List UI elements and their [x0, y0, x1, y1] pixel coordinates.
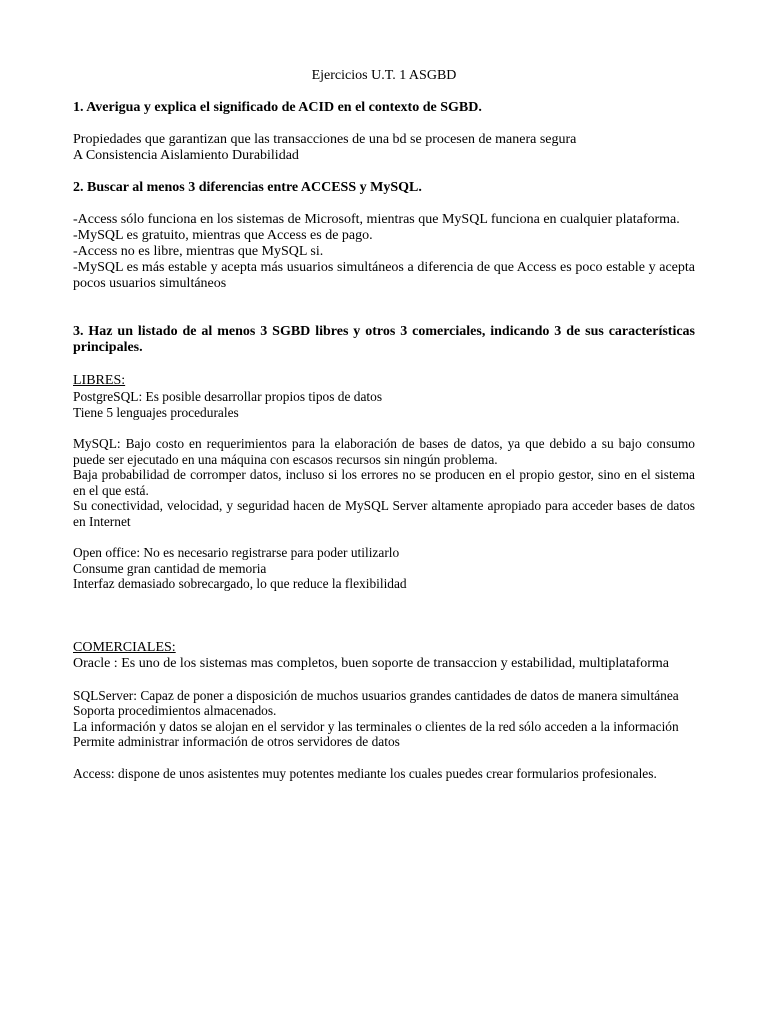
document-page	[73, 68, 695, 781]
openoffice-line: Open office: No es necesario registrarse para poder utilizarlo	[73, 545, 400, 560]
answer-1	[73, 132, 695, 164]
answer-2-line: -MySQL es gratuito, mientras que Access es de pago.	[73, 228, 373, 243]
answer-2-line: -Access sólo funciona en los sistemas de Microsoft, mientras que MySQL funciona en cualquier plataforma.	[73, 212, 680, 227]
libres-section	[73, 372, 695, 592]
mysql-line: MySQL: Bajo costo en requerimientos para la elaboración de bases de datos, ya que debido a su bajo consumo puede ser ejecutado en una máquina con escasos recursos sin ningún problema.	[73, 436, 695, 467]
answer-2-line: -MySQL es más estable y acepta más usuarios simultáneos a diferencia de que Access es poco estable y acepta pocos usuarios simultáneos	[73, 260, 695, 291]
postgresql-line: Tiene 5 lenguajes procedurales	[73, 404, 239, 420]
question-3: 3. Haz un listado de al menos 3 SGBD libres y otros 3 comerciales, indicando 3 de sus características principales.	[73, 324, 695, 355]
sqlserver-block	[73, 688, 695, 750]
access-line: Access: dispone de unos asistentes muy potentes mediante los cuales puedes crear formularios profesionales.	[73, 765, 657, 781]
libres-heading: LIBRES:	[73, 373, 126, 388]
postgresql-block	[73, 389, 695, 420]
openoffice-line: Interfaz demasiado sobrecargado, lo que reduce la flexibilidad	[73, 576, 407, 591]
document-title: Ejercicios U.T. 1 ASGBD	[311, 68, 457, 83]
sqlserver-line: SQLServer: Capaz de poner a disposición de muchos usuarios grandes cantidades de datos de manera simultánea	[73, 687, 679, 703]
answer-1-line: A Consistencia Aislamiento Durabilidad	[73, 148, 299, 163]
answer-2-line: -Access no es libre, mientras que MySQL si.	[73, 244, 324, 259]
sqlserver-line: La información y datos se alojan en el servidor y las terminales o clientes de la red sólo acceden a la información	[73, 718, 679, 734]
question-2: 2. Buscar al menos 3 diferencias entre ACCESS y MySQL.	[73, 180, 422, 195]
comerciales-heading: COMERCIALES:	[73, 639, 176, 655]
mysql-line: Su conectividad, velocidad, y seguridad hacen de MySQL Server altamente apropiado para acceder bases de datos en Internet	[73, 498, 695, 529]
mysql-line: Baja probabilidad de corromper datos, incluso si los errores no se producen en el propio gestor, sino en el sistema en el que está.	[73, 467, 695, 498]
oracle-line: Oracle : Es uno de los sistemas mas completos, buen soporte de transaccion y estabilidad, multiplataforma	[73, 655, 670, 671]
answer-1-line: Propiedades que garantizan que las transacciones de una bd se procesen de manera segura	[73, 132, 577, 147]
postgresql-line: PostgreSQL: Es posible desarrollar propios tipos de datos	[73, 389, 383, 404]
sqlserver-line: Permite administrar información de otros servidores de datos	[73, 734, 400, 749]
question-1: 1. Averigua y explica el significado de ACID en el contexto de SGBD.	[73, 100, 482, 115]
mysql-block	[73, 436, 695, 529]
comerciales-section	[73, 639, 695, 782]
openoffice-line: Consume gran cantidad de memoria	[73, 560, 267, 576]
sqlserver-line: Soporta procedimientos almacenados.	[73, 703, 277, 718]
access-block	[73, 766, 695, 782]
oracle-block	[73, 656, 695, 672]
answer-2	[73, 212, 695, 292]
openoffice-block	[73, 545, 695, 592]
